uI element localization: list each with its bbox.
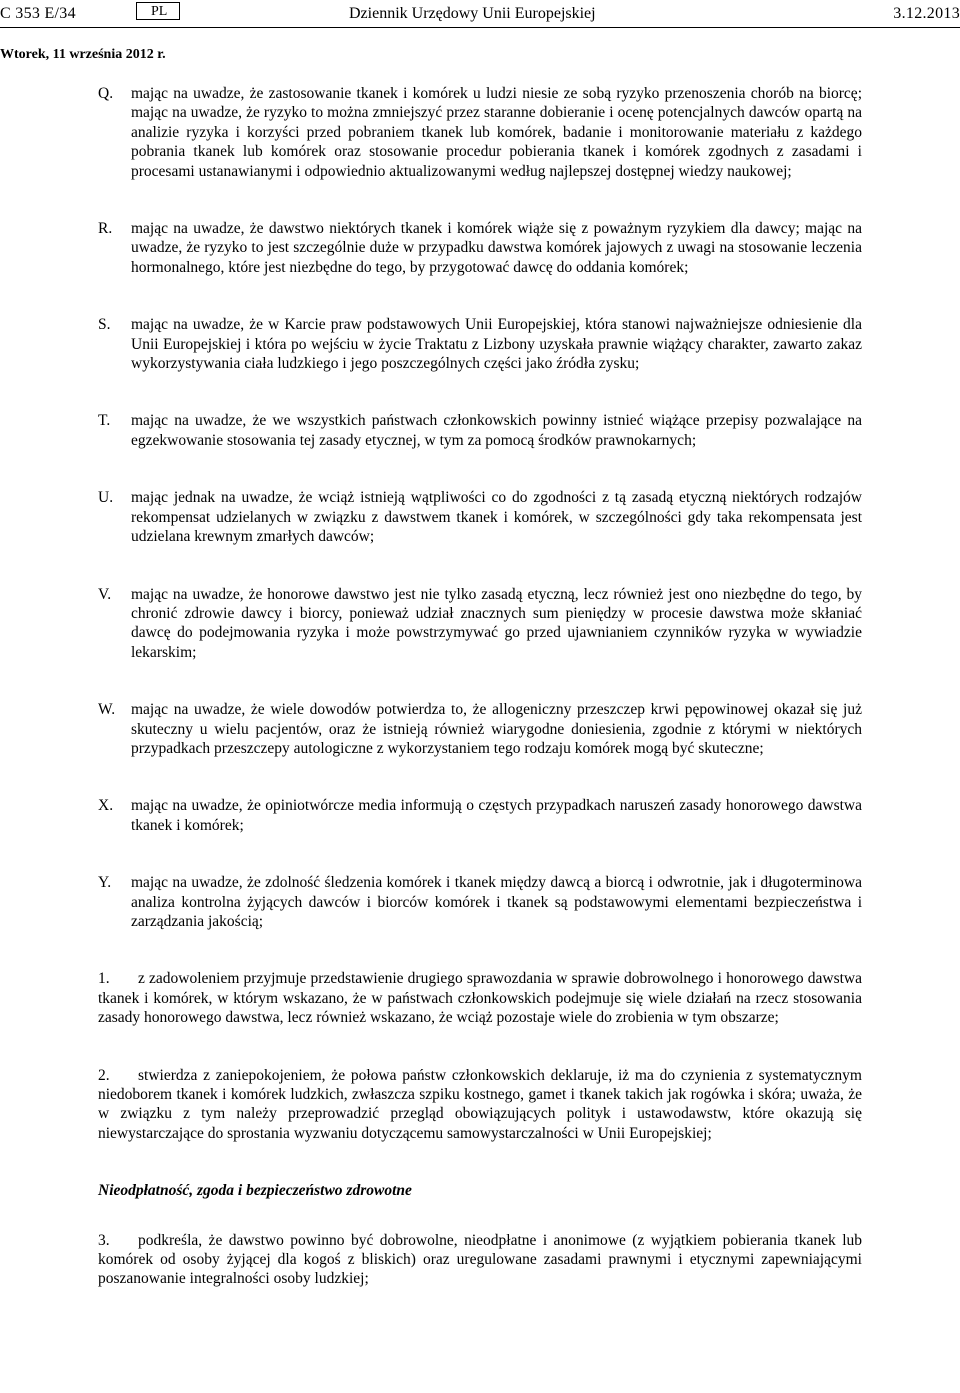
recital-text: mając na uwadze, że honorowe dawstwo jest nie tylko zasadą etyczną, lecz również jest ono niezbędne do tego, by chronić zdrowie dawcy i biorcy, ponieważ udział znacznych sum pieniędzy w procesie dawstwa może skłaniać dawcę do podejmowania ryzyka i może powstrzymywać go przed ujawnianiem czynników ryzyka w wywiadzie lekarskim; — [131, 585, 862, 661]
numbered-paragraph — [98, 1231, 862, 1289]
page-reference: C 353 E/34 — [0, 5, 76, 22]
recital — [98, 315, 862, 373]
paragraph-text: z zadowoleniem przyjmuje przedstawienie drugiego sprawozdania w sprawie dobrowolnego i honorowego dawstwa tkanek i komórek, w którym wskazano, że w państwach członkowskich podejmuje się wiele działań na rzecz stosowania zasady honorowego dawstwa, lecz również wskazano, że wciąż pozostaje wiele do zrobienia w tym obszarze; — [98, 970, 862, 1027]
recital-label: X. — [98, 797, 114, 815]
document-body — [98, 84, 862, 1327]
recital — [98, 219, 862, 277]
recital-text: mając na uwadze, że w Karcie praw podstawowych Unii Europejskiej, która stanowi najważniejsze odniesienie dla Unii Europejskiej i która po wejściu w życie Traktatu z Lizbony uzyskała prawnie wiążący charakter, zawarto zakaz wykorzystywania ciała ludzkiego i jego poszczególnych części jako źródła zysku; — [131, 316, 862, 373]
recital-label: R. — [98, 220, 113, 238]
recital-text: mając na uwadze, że dawstwo niektórych tkanek i komórek wiąże się z poważnym ryzykiem dla dawcy; mając na uwadze, że ryzyko to jest szczególnie duże w przypadku dawstwa komórek jajowych z uwagi na stosowanie leczenia hormonalnego, które jest niezbędne do tego, by przygotować dawcę do oddania komórek; — [131, 220, 862, 276]
recital-text: mając jednak na uwadze, że wciąż istnieją wątpliwości co do zgodności z tą zasadą etyczną niektórych rodzajów rekompensat udzielanych w związku z dawstwem tkanek i komórek, w szczególności gdy taka rekompensata jest udzielana krewnym zmarłych dawców; — [131, 489, 862, 546]
numbered-paragraph — [98, 969, 862, 1027]
recital-label: W. — [98, 701, 116, 719]
numbered-paragraph — [98, 1066, 862, 1144]
recital-text: mając na uwadze, że zastosowanie tkanek i komórek u ludzi niesie ze sobą ryzyko przenoszenia chorób na biorcę; mając na uwadze, że ryzyko to można zmniejszyć przez staranne dobieranie i ocenę potencjalnych dawców opartą na analizie ryzyka i korzyści przed pobraniem tkanek lub komórek, badanie i monitorowanie materiału z każdego pobrania tkanek lub komórek oraz stosowanie procedur pobierania tkanek i komórek zgodnych z zasadami i procesami ustanawianymi i odpowiednio aktualizowanymi według najlepszej dostępnej wiedzy naukowej; — [131, 85, 862, 180]
recital — [98, 585, 862, 663]
language-box: PL — [136, 2, 180, 20]
paragraph-number: 1. — [98, 970, 110, 988]
recital-label: Y. — [98, 874, 112, 892]
recital-text: mając na uwadze, że wiele dowodów potwierdza to, że allogeniczny przeszczep krwi pępowinowej okazał się już skuteczny u wielu pacjentów, oraz że istnieją również wiarygodne doniesienia, zgodnie z którymi w niektórych przypadkach przeszczepy autologiczne z wykorzystaniem tego rodzaju komórek mogą być skuteczne; — [131, 701, 862, 757]
section-heading: Nieodpłatność, zgoda i bezpieczeństwo zdrowotne — [98, 1182, 412, 1200]
recital-label: U. — [98, 489, 114, 507]
recital-label: T. — [98, 412, 111, 430]
recital-label: S. — [98, 316, 111, 334]
recital — [98, 488, 862, 546]
recital-text: mając na uwadze, że zdolność śledzenia komórek i tkanek między dawcą a biorcą i odwrotnie, jak i długoterminowa analiza kontrolna żyjących dawców i biorców komórek i tkanek są podstawowymi elementami bezpieczeństwa i zarządzania jakością; — [131, 874, 862, 930]
paragraph-text: stwierdza z zaniepokojeniem, że połowa państw członkowskich deklaruje, iż ma do czynienia z systematycznym niedoborem tkanek i komórek ludzkich, zwłaszcza szpiku kostnego, gamet i tkanek takich jak rogówka i skóra; uważa, że w związku z tym należy przeprowadzić przegląd obowiązujących polityk i ustawodawstw, które okazują się niewystarczające do sprostania wyzwaniu dotyczącemu samowystarczalności w Unii Europejskiej; — [98, 1066, 862, 1142]
recital — [98, 873, 862, 931]
recital-text: mając na uwadze, że we wszystkich państwach członkowskich powinny istnieć wiążące przepisy pozwalające na egzekwowanie stosowania tej zasady etycznej, w tym za pomocą środków prawnokarnych; — [131, 412, 862, 449]
recital — [98, 700, 862, 758]
paragraph-text: podkreśla, że dawstwo powinno być dobrowolne, nieodpłatne i anonimowe (z wyjątkiem pobierania tkanek lub komórek od osoby żyjącej dla kogoś z bliskich) oraz uregulowane zasadami prawnymi i etycznymi zapewniającymi poszanowanie integralności osoby ludzkiej; — [98, 1231, 862, 1288]
recital-text: mając na uwadze, że opiniotwórcze media informują o częstych przypadkach naruszeń zasady honorowego dawstwa tkanek i komórek; — [131, 797, 862, 834]
header-divider — [0, 27, 960, 28]
sitting-date: Wtorek, 11 września 2012 r. — [0, 47, 166, 62]
page-header — [0, 4, 960, 26]
recital — [98, 796, 862, 835]
recital — [98, 411, 862, 450]
journal-title: Dziennik Urzędowy Unii Europejskiej — [349, 5, 596, 22]
recital — [98, 84, 862, 181]
issue-date: 3.12.2013 — [893, 5, 960, 22]
recital-label: V. — [98, 585, 112, 603]
paragraph-number: 2. — [98, 1066, 110, 1084]
paragraph-number: 3. — [98, 1231, 110, 1249]
recital-label: Q. — [98, 85, 114, 102]
